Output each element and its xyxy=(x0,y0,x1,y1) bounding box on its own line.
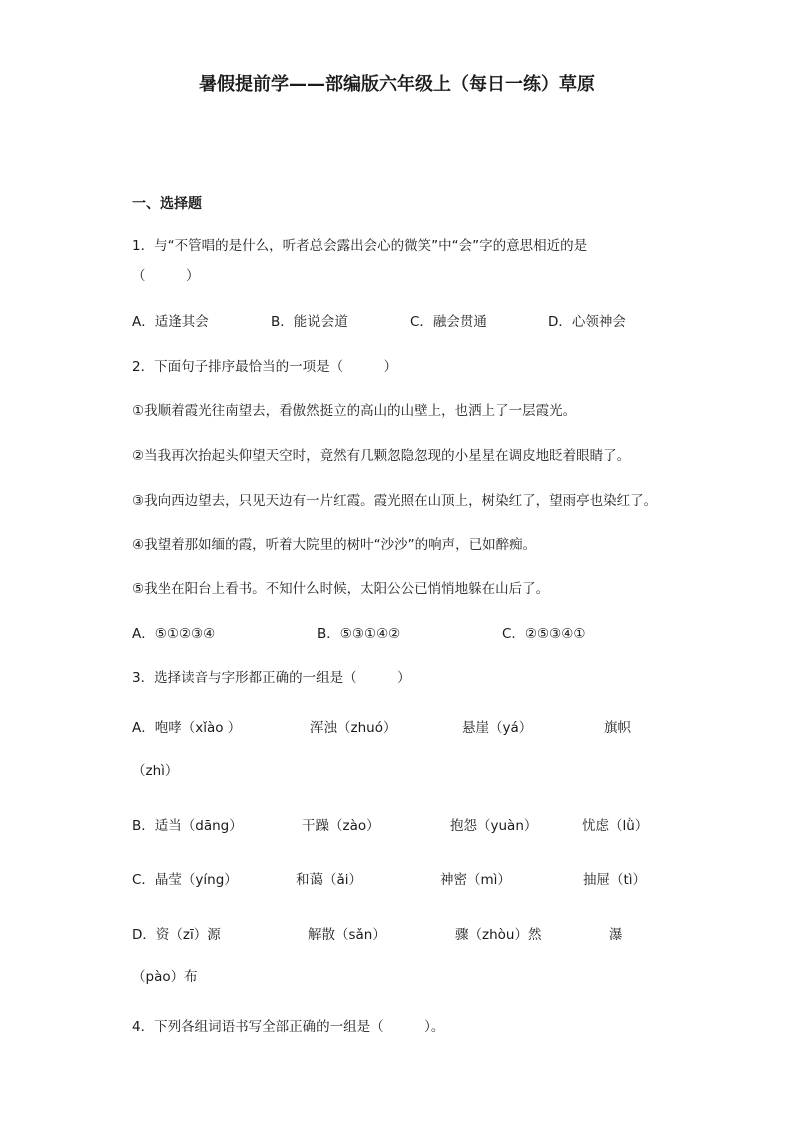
question-3-option-d xyxy=(132,923,662,945)
option-d-word-1: D．资（zī）源 xyxy=(132,927,221,943)
question-2-options xyxy=(132,622,662,644)
option-b-word-3: 抱怨（yuàn） xyxy=(450,818,538,834)
sentence-5: ⑤我坐在阳台上看书。不知什么时候，太阳公公已悄悄地躲在山后了。 xyxy=(132,581,550,597)
question-3-option-a xyxy=(132,716,662,738)
question-1-options xyxy=(132,310,662,332)
option-a-word-3: 悬崖（yá） xyxy=(462,720,533,736)
question-2-stem: 2．下面句子排序最恰当的一项是（ ） xyxy=(132,359,398,375)
option-c-word-4: 抽屉（tì） xyxy=(583,872,647,888)
sentence-1: ①我顺着霞光往南望去，看傲然挺立的高山的山壁上，也洒上了一层霞光。 xyxy=(132,403,577,419)
question-3-option-d-cont xyxy=(132,965,662,987)
question-3-option-c xyxy=(132,868,662,890)
question-3-stem: 3．选择读音与字形都正确的一组是（ ） xyxy=(132,670,411,686)
question-3-option-b xyxy=(132,814,662,836)
option-c-word-3: 神密（mì） xyxy=(440,872,511,888)
question-3-option-a-cont xyxy=(132,759,662,781)
option-b-word-1: B．适当（dāng） xyxy=(132,818,243,834)
option-b: B．⑤③①④② xyxy=(317,626,401,642)
option-a-word-4-pinyin: （zhì） xyxy=(132,763,179,779)
sentence-4: ④我望着那如缅的霞，听着大院里的树叶“沙沙”的响声，已如醉痴。 xyxy=(132,537,537,553)
question-4-stem: 4．下列各组词语书写全部正确的一组是（ ）。 xyxy=(132,1019,445,1035)
option-d-word-2: 解散（sǎn） xyxy=(308,927,386,943)
option-d-word-3: 骤（zhòu）然 xyxy=(455,927,542,943)
option-c: C．②⑤③④① xyxy=(502,626,586,642)
question-1-stem: 1．与“不管唱的是什么，听者总会露出会心的微笑”中“会”字的意思相近的是 xyxy=(132,238,588,254)
option-b-word-2: 干躁（zào） xyxy=(302,818,380,834)
option-a-word-2: 浑浊（zhuó） xyxy=(310,720,397,736)
option-a: A．适逢其会 xyxy=(132,314,209,330)
section-title: 一、选择题 xyxy=(132,196,202,212)
option-c-word-2: 和蔼（ǎi） xyxy=(296,872,363,888)
option-d: D．心领神会 xyxy=(548,314,626,330)
option-c-word-1: C．晶莹（yíng） xyxy=(132,872,238,888)
question-1-answer-paren: （ ） xyxy=(132,268,200,284)
option-b: B．能说会道 xyxy=(271,314,348,330)
option-c: C．融会贯通 xyxy=(410,314,487,330)
sentence-3: ③我向西边望去，只见天边有一片红霞。霞光照在山顶上，树染红了，望雨亭也染红了。 xyxy=(132,493,658,509)
page-title: 暑假提前学——部编版六年级上（每日一练）草原 xyxy=(199,74,595,95)
option-d-word-4: 瀑 xyxy=(609,927,623,943)
sentence-2: ②当我再次抬起头仰望天空时，竟然有几颗忽隐忽现的小星星在调皮地眨着眼睛了。 xyxy=(132,448,631,464)
option-a-word-1: A．咆哮（xǐào ） xyxy=(132,720,242,736)
option-a-word-4: 旗帜 xyxy=(604,720,631,736)
option-b-word-4: 忧虑（lǜ） xyxy=(582,818,649,834)
option-d-word-4-pinyin: （pào）布 xyxy=(132,969,198,985)
option-a: A．⑤①②③④ xyxy=(132,626,216,642)
